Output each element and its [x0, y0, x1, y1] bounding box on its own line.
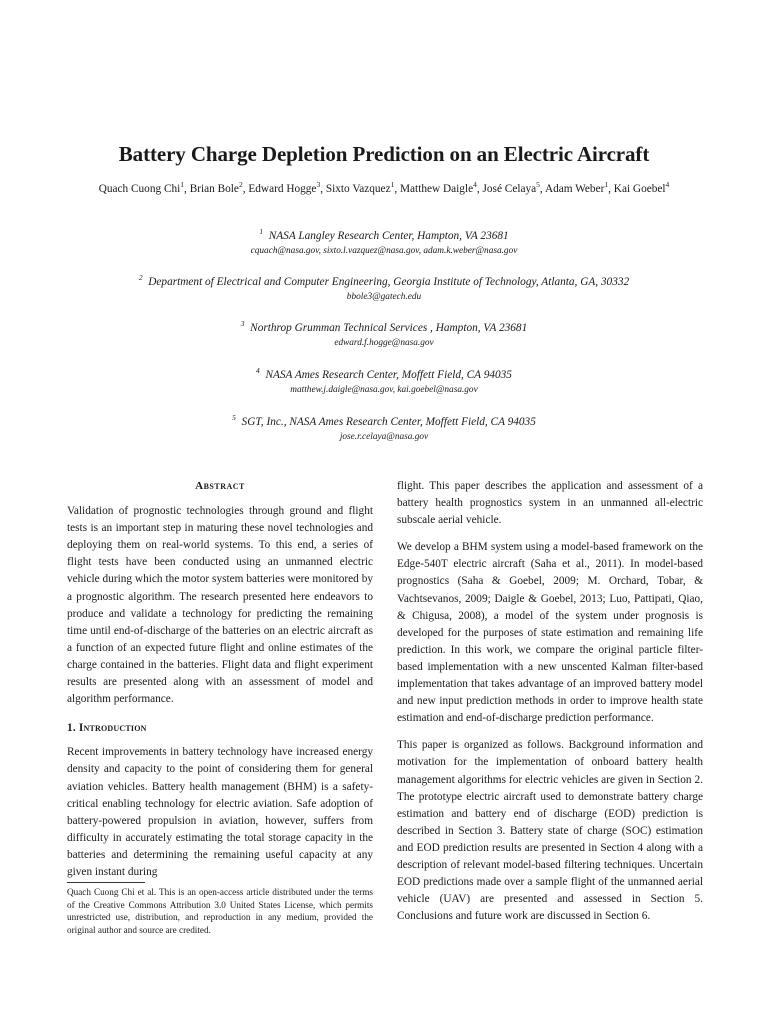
affiliation-name: SGT, Inc., NASA Ames Research Center, Moffett Field, CA 94035: [241, 416, 536, 428]
affiliation-email: bbole3@gatech.edu: [346, 292, 422, 302]
affiliation-email: jose.r.celaya@nasa.gov: [339, 432, 429, 442]
abstract-text: Validation of prognostic technologies through ground and flight tests is an important step in maturing these novel technologies and deploying them on real-world systems. To this end, a series of flight tests have been conducted using an unmanned electric vehicle during which the motor system batteries were monitored by a prognostic algorithm. The research presented here endeavors to produce and validate a technology for predicting the remaining time until end-of-discharge of the batteries on an electric aircraft as a function of an expected future flight and online estimates of the charge contained in the batteries. Flight data and flight experiment results are presented along with an assessment of model and algorithm performance.: [67, 505, 373, 706]
affiliation-email: matthew.j.daigle@nasa.gov, kai.goebel@nasa.gov: [290, 385, 478, 395]
author: Kai Goebel$^4$: [613, 180, 670, 195]
left-column: [67, 478, 373, 891]
author: Edward Hogge$^3$,: [248, 180, 326, 195]
author: Brian Bole$^2$,: [189, 180, 249, 195]
section-heading-introduction: 1. Introduction: [67, 722, 147, 735]
author: Matthew Daigle$^4$,: [400, 180, 483, 195]
footnote-text: Quach Cuong Chi et al. This is an open-access article distributed under the terms of the Creative Commons Attribution 3.0 United States License, which permits unrestricted use, distribution, and reproduction in any medium, provided the original author and source are credited.: [67, 887, 373, 935]
author: Adam Weber$^1$,: [544, 180, 614, 195]
affiliation-email: edward.f.hogge@nasa.gov: [334, 338, 434, 348]
affiliation-email: cquach@nasa.gov, sixto.l.vazquez@nasa.gov, adam.k.weber@nasa.gov: [250, 246, 518, 256]
affiliation: $^3$ Northrop Grumman Technical Services , Hampton, VA 23681 edward.f.hogge@nasa.gov: [0, 320, 768, 350]
author-list: [80, 181, 688, 198]
body-paragraph: flight. This paper describes the application and assessment of a battery health prognostics system in an unmanned all-electric subscale aerial vehicle.: [397, 480, 703, 527]
abstract-heading: Abstract: [195, 480, 245, 492]
affiliation-name: Northrop Grumman Technical Services , Hampton, VA 23681: [250, 322, 528, 334]
affiliation-name: NASA Langley Research Center, Hampton, VA 23681: [268, 230, 509, 242]
author: José Celaya$^5$,: [482, 180, 545, 195]
affiliation: $^5$ SGT, Inc., NASA Ames Research Center, Moffett Field, CA 94035 jose.r.celaya@nasa.gov: [0, 414, 768, 444]
affiliation-name: NASA Ames Research Center, Moffett Field, CA 94035: [265, 369, 512, 381]
author: Sixto Vazquez$^1$,: [325, 180, 400, 195]
affiliation: $^1$ NASA Langley Research Center, Hampton, VA 23681 cquach@nasa.gov, sixto.l.vazquez@nasa.gov, adam.k.weber@nasa.gov: [0, 228, 768, 258]
right-column: [397, 478, 703, 935]
affiliation: $^2$ Department of Electrical and Computer Engineering, Georgia Institute of Technology, Atlanta, GA, 30332 bbole3@gatech.edu: [0, 274, 768, 304]
introduction-paragraph: Recent improvements in battery technology have increased energy density and capacity to the point of considering them for general aviation vehicles. Battery health management (BHM) is a safety-critical enabling technology for electric aviation. Safe adoption of battery-powered propulsion in aviation, however, suffers from difficulty in accurately estimating the total storage capacity in the batteries and determining the remaining useful capacity at any given instant during: [67, 746, 373, 878]
footnote-divider: [67, 882, 145, 883]
author: Quach Cuong Chi$^1$,: [98, 180, 190, 195]
paper-title: Battery Charge Depletion Prediction on an Electric Aircraft: [118, 142, 650, 166]
affiliation-name: Department of Electrical and Computer Engineering, Georgia Institute of Technology, Atlanta, GA, 30332: [148, 276, 630, 288]
license-footnote: [67, 882, 373, 936]
body-paragraph: This paper is organized as follows. Background information and motivation for the implementation of onboard battery health management algorithms for electric vehicles are given in Section 2. The prototype electric aircraft used to demonstrate battery charge estimation and battery end of discharge (EOD) prediction is described in Section 3. Battery state of charge (SOC) estimation and EOD prediction results are presented in Section 4 along with a description of relevant model-based filtering techniques. Uncertain EOD predictions made over a sample flight of the unmanned aerial vehicle (UAV) are presented and assessed in Section 5. Conclusions and future work are discussed in Section 6.: [397, 739, 703, 923]
affiliation: $^4$ NASA Ames Research Center, Moffett Field, CA 94035 matthew.j.daigle@nasa.gov, kai.goebel@nasa.gov: [0, 367, 768, 397]
body-paragraph: We develop a BHM system using a model-based framework on the Edge-540T electric aircraft (Saha et al., 2011). In model-based prognostics (Saha & Goebel, 2009; M. Orchard, Tobar, & Vachtsevanos, 2009; Daigle & Goebel, 2013; Luo, Pattipati, Qiao, & Chigusa, 2008), a model of the system under prognosis is developed for the purposes of state estimation and remaining life prediction. In this work, we compare the original particle filter-based implementation with a new unscented Kalman filter-based implementation that takes advantage of an improved battery model and new input prediction methods in order to improve health state estimation and end-of-discharge prediction performance.: [397, 541, 703, 725]
